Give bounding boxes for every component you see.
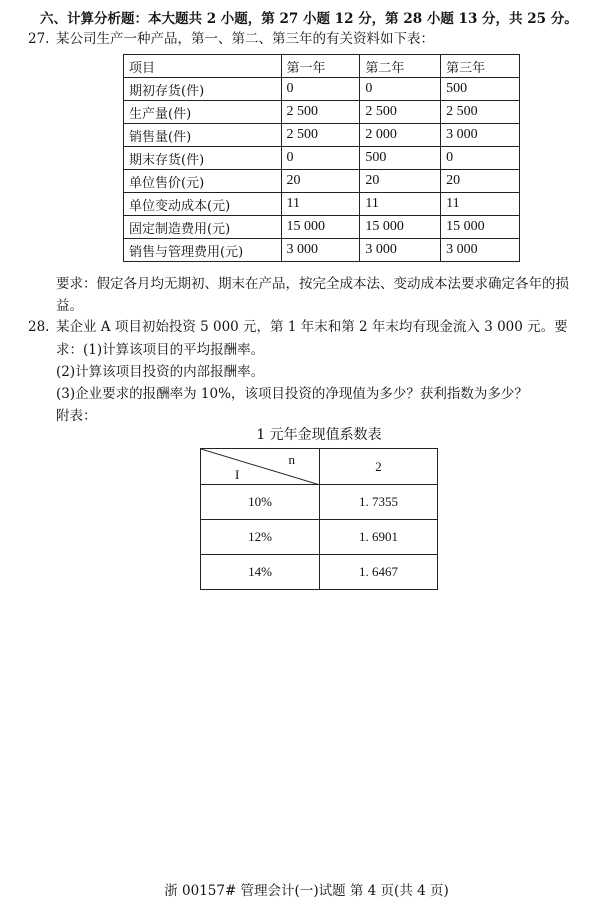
cell-value: 15 000 bbox=[441, 216, 520, 239]
diagonal-line bbox=[201, 449, 320, 485]
question-27-intro: 某公司生产一种产品，第一、第二、第三年的有关资料如下表： bbox=[56, 31, 434, 47]
appendix-label: 附表： bbox=[56, 408, 97, 424]
row-label: 固定制造费用(元) bbox=[124, 216, 282, 239]
rate-cell: 10% bbox=[201, 485, 320, 520]
table-row bbox=[124, 193, 520, 216]
table-row bbox=[201, 520, 438, 555]
cell-value: 11 bbox=[441, 193, 520, 216]
header-cell: 2 bbox=[320, 449, 438, 485]
cell-value: 0 bbox=[281, 147, 360, 170]
cell-value: 3 000 bbox=[281, 239, 360, 262]
table-row bbox=[124, 147, 520, 170]
corner-label-n: n bbox=[288, 452, 295, 467]
row-label: 期末存货(件) bbox=[124, 147, 282, 170]
page-footer: 浙 00157# 管理会计(一)试题 第 4 页(共 4 页) bbox=[164, 883, 449, 899]
cell-value: 0 bbox=[360, 78, 441, 101]
cell-value: 11 bbox=[281, 193, 360, 216]
cell-value: 15 000 bbox=[281, 216, 360, 239]
factor-cell: 1. 6467 bbox=[320, 555, 438, 590]
factor-cell: 1. 7355 bbox=[320, 485, 438, 520]
cell-value: 20 bbox=[441, 170, 520, 193]
product-data-table bbox=[123, 54, 520, 262]
question-28-number: 28. bbox=[28, 319, 50, 335]
table-row bbox=[124, 216, 520, 239]
header-cell: 项目 bbox=[124, 55, 282, 78]
row-label: 生产量(件) bbox=[124, 101, 282, 124]
cell-value: 3 000 bbox=[441, 239, 520, 262]
table-row bbox=[124, 239, 520, 262]
table-row bbox=[124, 101, 520, 124]
table-header-row bbox=[201, 449, 438, 485]
table-row bbox=[124, 170, 520, 193]
table-header-row bbox=[124, 55, 520, 78]
cell-value: 2 000 bbox=[360, 124, 441, 147]
corner-label-i: I bbox=[235, 467, 240, 482]
question-28-line-3: (2)计算该项目投资的内部报酬率。 bbox=[56, 364, 265, 380]
row-label: 销售与管理费用(元) bbox=[124, 239, 282, 262]
header-cell: 第三年 bbox=[441, 55, 520, 78]
row-label: 销售量(件) bbox=[124, 124, 282, 147]
header-cell: 第一年 bbox=[281, 55, 360, 78]
cell-value: 2 500 bbox=[281, 101, 360, 124]
cell-value: 2 500 bbox=[281, 124, 360, 147]
cell-value: 0 bbox=[441, 147, 520, 170]
question-27-requirement-cont: 益。 bbox=[56, 298, 83, 314]
question-27-requirement: 要求：假定各月均无期初、期末在产品，按完全成本法、变动成本法要求确定各年的损 bbox=[56, 276, 569, 292]
appendix-table-title: 1 元年金现值系数表 bbox=[256, 427, 382, 443]
cell-value: 20 bbox=[281, 170, 360, 193]
question-27-number: 27. bbox=[28, 31, 50, 47]
cell-value: 20 bbox=[360, 170, 441, 193]
cell-value: 500 bbox=[360, 147, 441, 170]
table-row bbox=[124, 124, 520, 147]
cell-value: 3 000 bbox=[360, 239, 441, 262]
header-cell: 第二年 bbox=[360, 55, 441, 78]
cell-value: 15 000 bbox=[360, 216, 441, 239]
cell-value: 2 500 bbox=[360, 101, 441, 124]
cell-value: 500 bbox=[441, 78, 520, 101]
row-label: 单位变动成本(元) bbox=[124, 193, 282, 216]
section-heading: 六、计算分析题：本大题共 2 小题，第 27 小题 12 分，第 28 小题 13 分，共 25 分。 bbox=[40, 11, 578, 27]
row-label: 期初存货(件) bbox=[124, 78, 282, 101]
question-28-line-4: (3)企业要求的报酬率为 10%，该项目投资的净现值为多少？获利指数为多少？ bbox=[56, 386, 528, 402]
row-label: 单位售价(元) bbox=[124, 170, 282, 193]
question-28-line-1: 某企业 A 项目初始投资 5 000 元，第 1 年末和第 2 年末均有现金流入 3 000 元。要 bbox=[56, 319, 568, 335]
table-row bbox=[124, 78, 520, 101]
cell-value: 0 bbox=[281, 78, 360, 101]
cell-value: 11 bbox=[360, 193, 441, 216]
rate-cell: 14% bbox=[201, 555, 320, 590]
table-row bbox=[201, 555, 438, 590]
annuity-pv-table bbox=[200, 448, 438, 590]
cell-value: 2 500 bbox=[441, 101, 520, 124]
question-28-line-2: 求：(1)计算该项目的平均报酬率。 bbox=[56, 342, 265, 358]
diagonal-header-cell bbox=[201, 449, 320, 485]
table-row bbox=[201, 485, 438, 520]
rate-cell: 12% bbox=[201, 520, 320, 555]
factor-cell: 1. 6901 bbox=[320, 520, 438, 555]
cell-value: 3 000 bbox=[441, 124, 520, 147]
